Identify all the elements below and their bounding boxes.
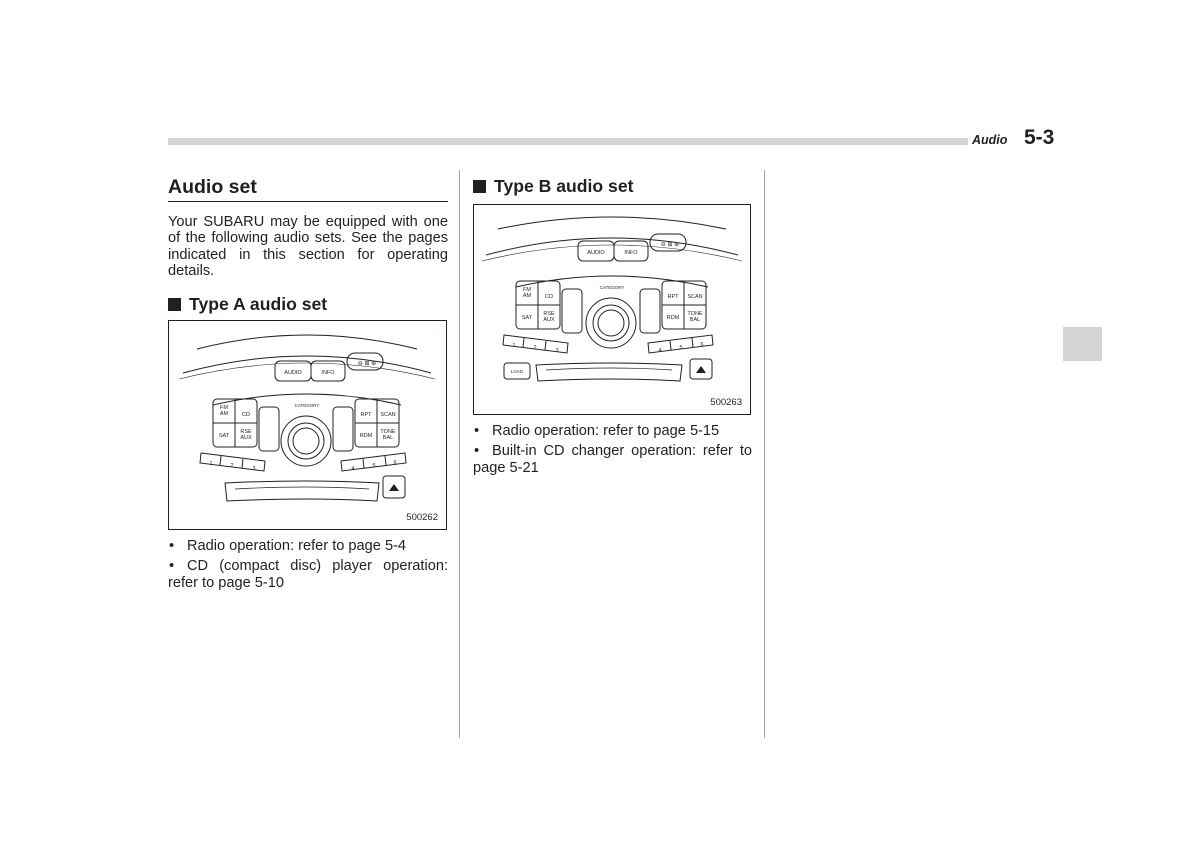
bullet-icon: •	[169, 538, 175, 555]
list-item	[168, 558, 448, 591]
svg-text:RDM: RDM	[359, 433, 373, 440]
svg-text:AUDIO: AUDIO	[284, 370, 302, 377]
svg-text:CD: CD	[242, 412, 250, 419]
list-item	[168, 538, 448, 554]
svg-text:RPT: RPT	[667, 294, 679, 300]
svg-text:⊖ ⊞ ⊕: ⊖ ⊞ ⊕	[660, 242, 680, 248]
list-item	[473, 423, 752, 439]
bullet-text: Radio operation: refer to page 5-4	[187, 538, 407, 555]
svg-text:FM: FM	[220, 405, 228, 412]
svg-text:CATEGORY: CATEGORY	[294, 403, 320, 409]
page-number: 5-3	[1024, 126, 1055, 149]
bullet-text: CD (compact disc) player operation: refer to page 5-10	[168, 558, 448, 591]
type-b-heading-text: Type B audio set	[494, 176, 634, 196]
heading-square-icon	[473, 180, 486, 193]
svg-text:BAL: BAL	[382, 435, 394, 442]
svg-text:CATEGORY: CATEGORY	[599, 285, 625, 290]
svg-text:5: 5	[372, 463, 376, 470]
svg-text:2: 2	[533, 345, 537, 351]
svg-text:4: 4	[351, 466, 355, 473]
type-a-figure	[168, 320, 447, 530]
svg-text:3: 3	[555, 348, 559, 354]
svg-text:SAT: SAT	[521, 315, 533, 321]
svg-text:1: 1	[209, 461, 213, 468]
svg-text:RSE: RSE	[240, 429, 252, 436]
svg-text:BAL: BAL	[689, 317, 701, 323]
list-item	[473, 443, 752, 476]
svg-text:⊖ ⊞ ⊕: ⊖ ⊞ ⊕	[357, 361, 377, 368]
column-divider	[764, 170, 765, 738]
type-b-audio-panel-illustration	[474, 205, 749, 413]
middle-column	[473, 175, 752, 480]
column-divider	[459, 170, 460, 738]
type-b-heading	[473, 175, 752, 197]
bullet-text: Radio operation: refer to page 5-15	[492, 423, 720, 439]
bullet-icon: •	[169, 558, 175, 575]
svg-text:SAT: SAT	[218, 433, 230, 440]
svg-text:TONE: TONE	[380, 429, 396, 436]
svg-text:6: 6	[393, 460, 397, 467]
svg-text:SCAN: SCAN	[687, 294, 703, 300]
svg-text:AM: AM	[522, 293, 532, 299]
section-title: Audio set	[168, 176, 448, 202]
svg-text:LOAD: LOAD	[510, 369, 524, 374]
svg-text:2: 2	[230, 463, 234, 470]
left-column	[168, 176, 448, 595]
svg-text:SCAN: SCAN	[380, 412, 396, 419]
svg-text:4: 4	[658, 348, 662, 354]
header-rule	[168, 138, 968, 145]
chapter-thumb-tab	[1063, 327, 1102, 361]
type-a-heading	[168, 293, 448, 315]
figure-id: 500263	[710, 397, 742, 408]
bullet-icon: •	[474, 423, 480, 439]
svg-text:AUX: AUX	[240, 435, 252, 442]
figure-id: 500262	[406, 512, 438, 524]
svg-text:AM: AM	[219, 411, 229, 418]
svg-text:CD: CD	[545, 294, 553, 300]
svg-text:6: 6	[700, 342, 704, 348]
running-header-section: Audio	[972, 133, 1008, 147]
bullet-text: Built-in CD changer operation: refer to page 5-21	[473, 443, 752, 476]
type-b-bullet-list	[473, 423, 752, 476]
svg-text:FM: FM	[523, 287, 531, 293]
type-a-bullet-list	[168, 538, 448, 591]
svg-text:AUX: AUX	[543, 317, 555, 323]
bullet-icon: •	[474, 443, 480, 460]
svg-text:5: 5	[679, 345, 683, 351]
type-b-figure	[473, 204, 751, 415]
svg-text:RPT: RPT	[360, 412, 372, 419]
type-a-heading-text: Type A audio set	[189, 294, 328, 315]
svg-text:TONE: TONE	[687, 311, 703, 317]
svg-text:INFO: INFO	[321, 370, 335, 377]
svg-text:3: 3	[252, 466, 256, 473]
svg-text:RDM: RDM	[666, 315, 680, 321]
intro-paragraph: Your SUBARU may be equipped with one of the following audio sets. See the pages indicated in this section for operating details.	[168, 214, 448, 279]
svg-text:INFO: INFO	[624, 250, 638, 256]
svg-text:AUDIO: AUDIO	[587, 250, 605, 256]
svg-text:RSE: RSE	[543, 311, 555, 317]
heading-square-icon	[168, 298, 181, 311]
svg-text:1: 1	[512, 343, 516, 349]
type-a-audio-panel-illustration	[169, 321, 445, 528]
